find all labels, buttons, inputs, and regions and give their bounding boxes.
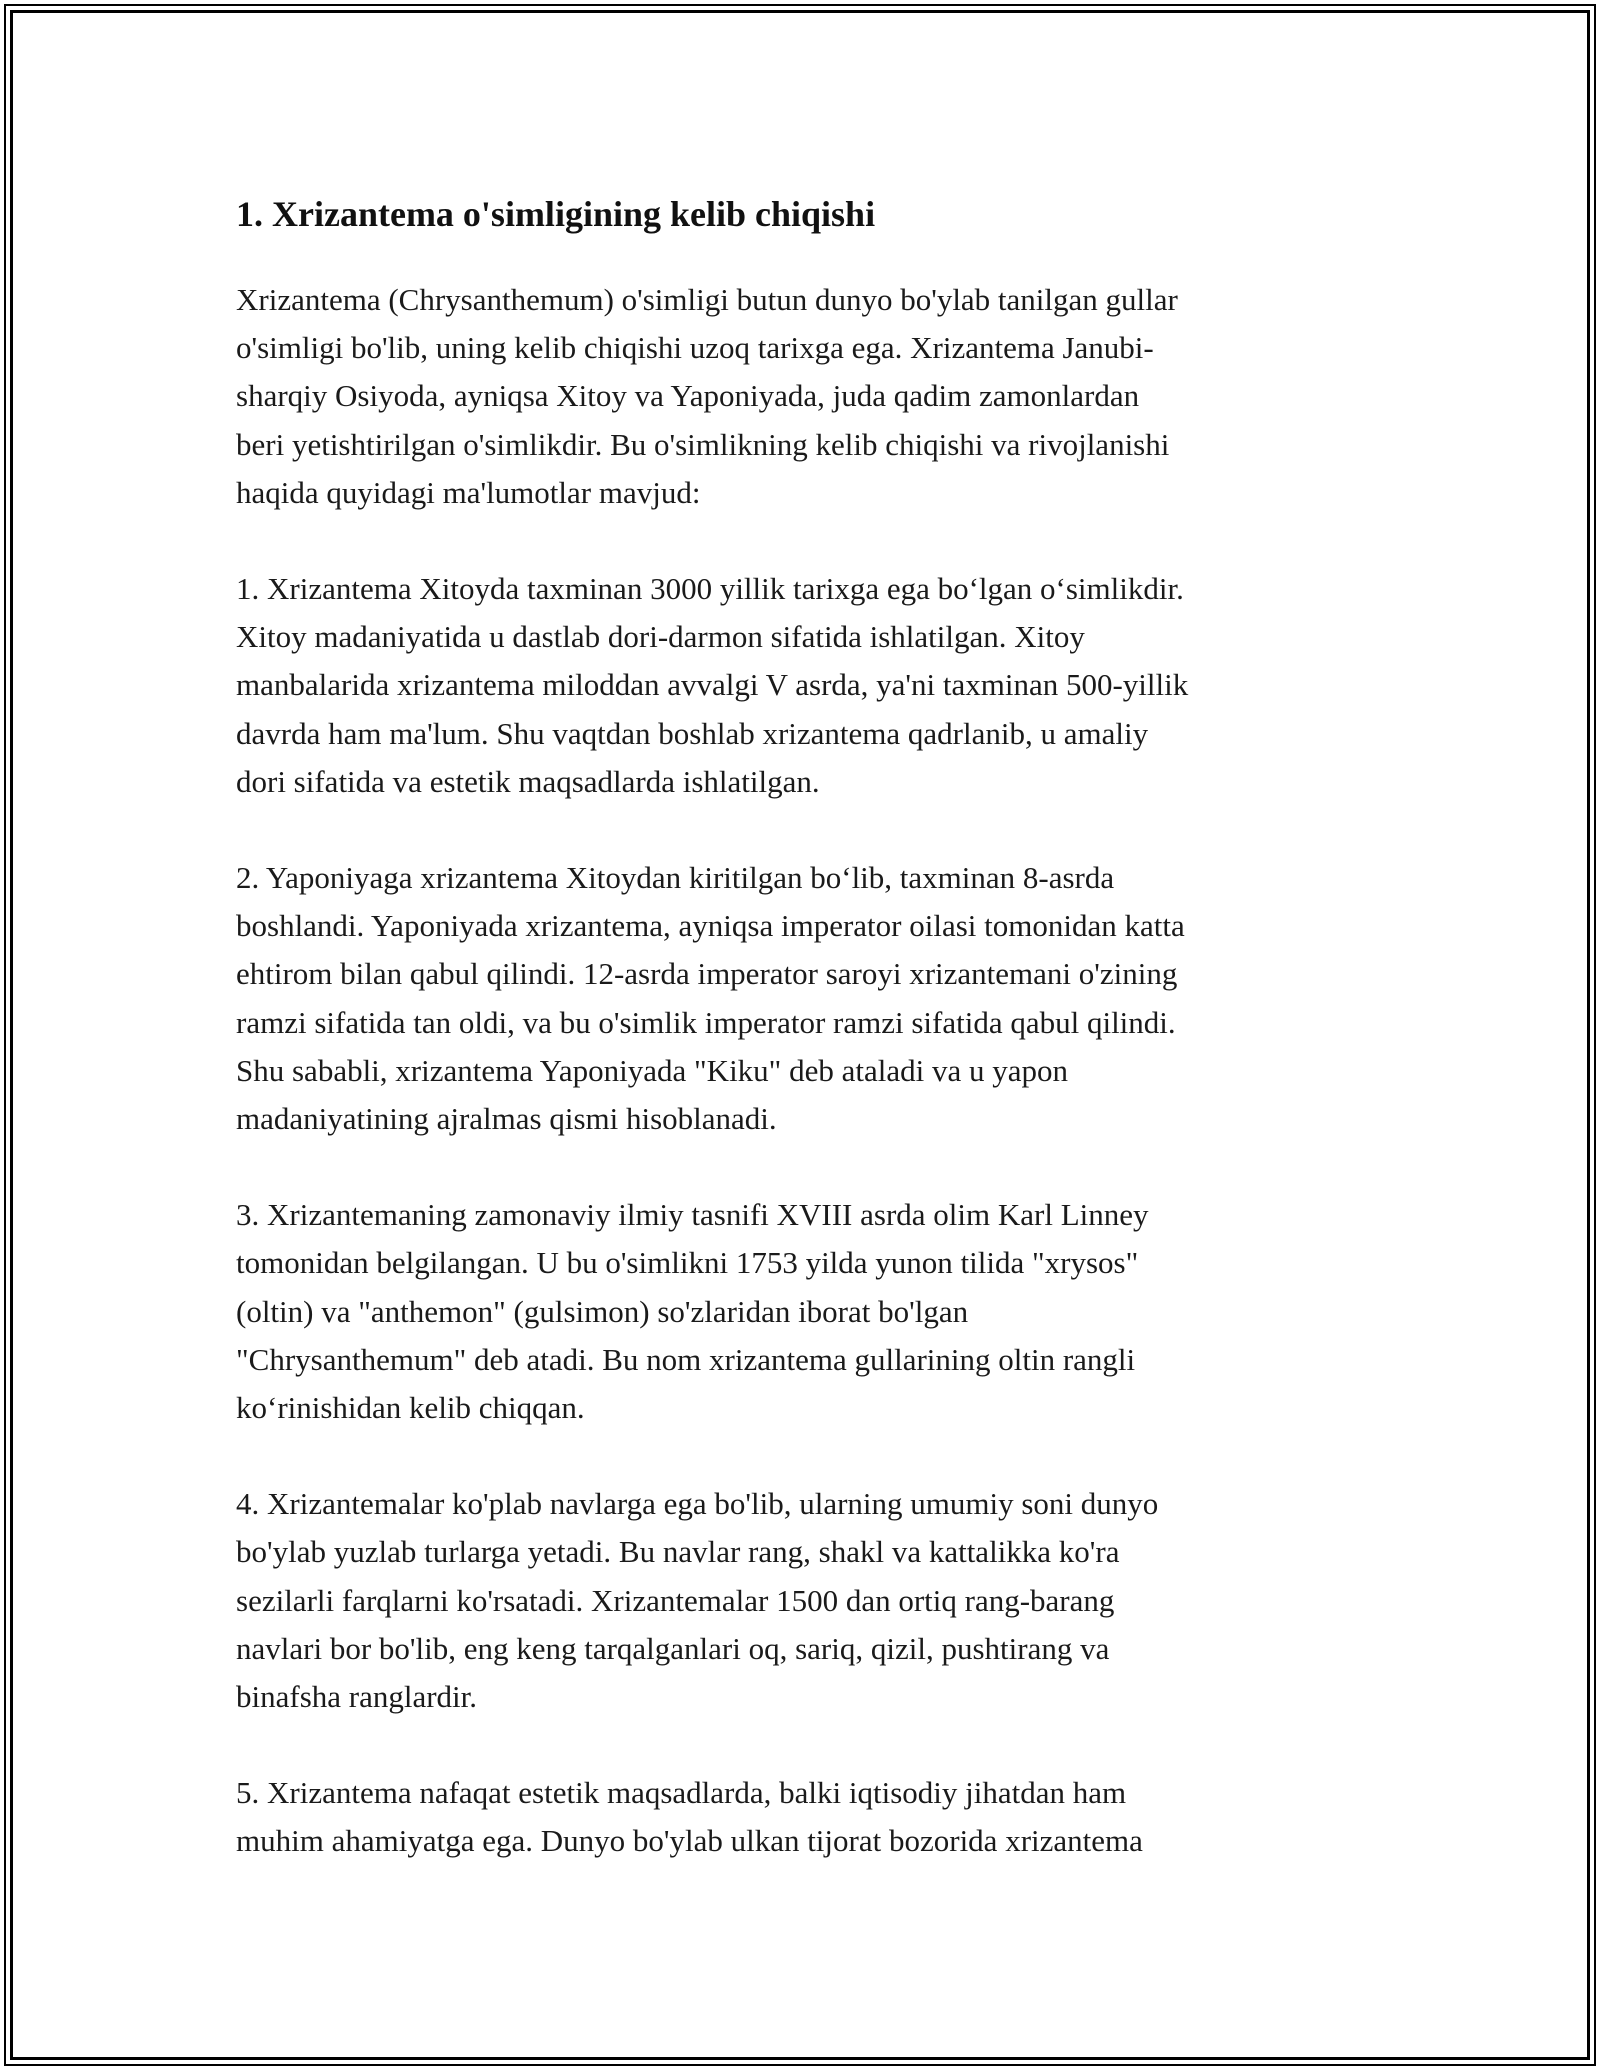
- text-line: muhim ahamiyatga ega. Dunyo bo'ylab ulkan tijorat bozorida xrizantema: [236, 1823, 1143, 1859]
- text-line: Xitoy madaniyatida u dastlab dori-darmon sifatida ishlatilgan. Xitoy: [236, 619, 1085, 655]
- paragraph: [236, 1769, 1396, 1865]
- text-line: o'simligi bo'lib, uning kelib chiqishi uzoq tarixga ega. Xrizantema Janubi-: [236, 330, 1154, 366]
- text-line: haqida quyidagi ma'lumotlar mavjud:: [236, 474, 701, 510]
- text-line: beri yetishtirilgan o'simlikdir. Bu o'simlikning kelib chiqishi va rivojlanishi: [236, 426, 1170, 462]
- text-line: Shu sababli, xrizantema Yaponiyada "Kiku" deb ataladi va u yapon: [236, 1052, 1068, 1088]
- paragraph: [236, 1480, 1396, 1721]
- paragraph: [236, 276, 1396, 517]
- text-line: 3. Xrizantemaning zamonaviy ilmiy tasnifi XVIII asrda olim Karl Linney: [236, 1197, 1149, 1233]
- text-line: 4. Xrizantemalar ko'plab navlarga ega bo'lib, ularning umumiy soni dunyo: [236, 1486, 1159, 1522]
- text-line: Xrizantema (Chrysanthemum) o'simligi butun dunyo bo'ylab tanilgan gullar: [236, 282, 1178, 317]
- paragraph: [236, 854, 1396, 1143]
- text-line: davrda ham ma'lum. Shu vaqtdan boshlab xrizantema qadrlanib, u amaliy: [236, 715, 1149, 751]
- paragraph: [236, 1191, 1396, 1432]
- text-line: 5. Xrizantema nafaqat estetik maqsadlarda, balki iqtisodiy jihatdan ham: [236, 1775, 1127, 1811]
- text-line: dori sifatida va estetik maqsadlarda ishlatilgan.: [236, 763, 820, 799]
- text-line: ko‘rinishidan kelib chiqqan.: [236, 1390, 585, 1426]
- text-line: bo'ylab yuzlab turlarga yetadi. Bu navlar rang, shakl va kattalikka ko'ra: [236, 1534, 1120, 1570]
- text-line: 2. Yaponiyaga xrizantema Xitoydan kiritilgan bo‘lib, taxminan 8-asrda: [236, 860, 1115, 896]
- text-line: manbalarida xrizantema miloddan avvalgi V asrda, ya'ni taxminan 500-yillik: [236, 667, 1189, 703]
- text-line: sezilarli farqlarni ko'rsatadi. Xrizantemalar 1500 dan ortiq rang-barang: [236, 1582, 1115, 1618]
- text-line: ehtirom bilan qabul qilindi. 12-asrda imperator saroyi xrizantemani o'zining: [236, 956, 1178, 992]
- text-line: (oltin) va "anthemon" (gulsimon) so'zlaridan iborat bo'lgan: [236, 1293, 969, 1329]
- document-body: [236, 186, 1396, 1914]
- paragraph-list: [236, 276, 1396, 1866]
- text-line: binafsha ranglardir.: [236, 1679, 478, 1715]
- text-line: "Chrysanthemum" deb atadi. Bu nom xrizantema gullarining oltin rangli: [236, 1341, 1136, 1377]
- text-line: madaniyatining ajralmas qismi hisoblanadi.: [236, 1101, 777, 1137]
- text-line: sharqiy Osiyoda, ayniqsa Xitoy va Yaponiyada, juda qadim zamonlardan: [236, 378, 1140, 414]
- text-line: navlari bor bo'lib, eng keng tarqalganlari oq, sariq, qizil, pushtirang va: [236, 1630, 1110, 1666]
- text-line: boshlandi. Yaponiyada xrizantema, ayniqsa imperator oilasi tomonidan katta: [236, 908, 1185, 944]
- text-line: ramzi sifatida tan oldi, va bu o'simlik imperator ramzi sifatida qabul qilindi.: [236, 1004, 1176, 1040]
- section-heading: 1. Xrizantema o'simligining kelib chiqishi: [236, 194, 876, 234]
- paragraph: [236, 565, 1396, 806]
- text-line: 1. Xrizantema Xitoyda taxminan 3000 yillik tarixga ega bo‘lgan o‘simlikdir.: [236, 571, 1184, 607]
- text-line: tomonidan belgilangan. U bu o'simlikni 1753 yilda yunon tilida "xrysos": [236, 1245, 1139, 1281]
